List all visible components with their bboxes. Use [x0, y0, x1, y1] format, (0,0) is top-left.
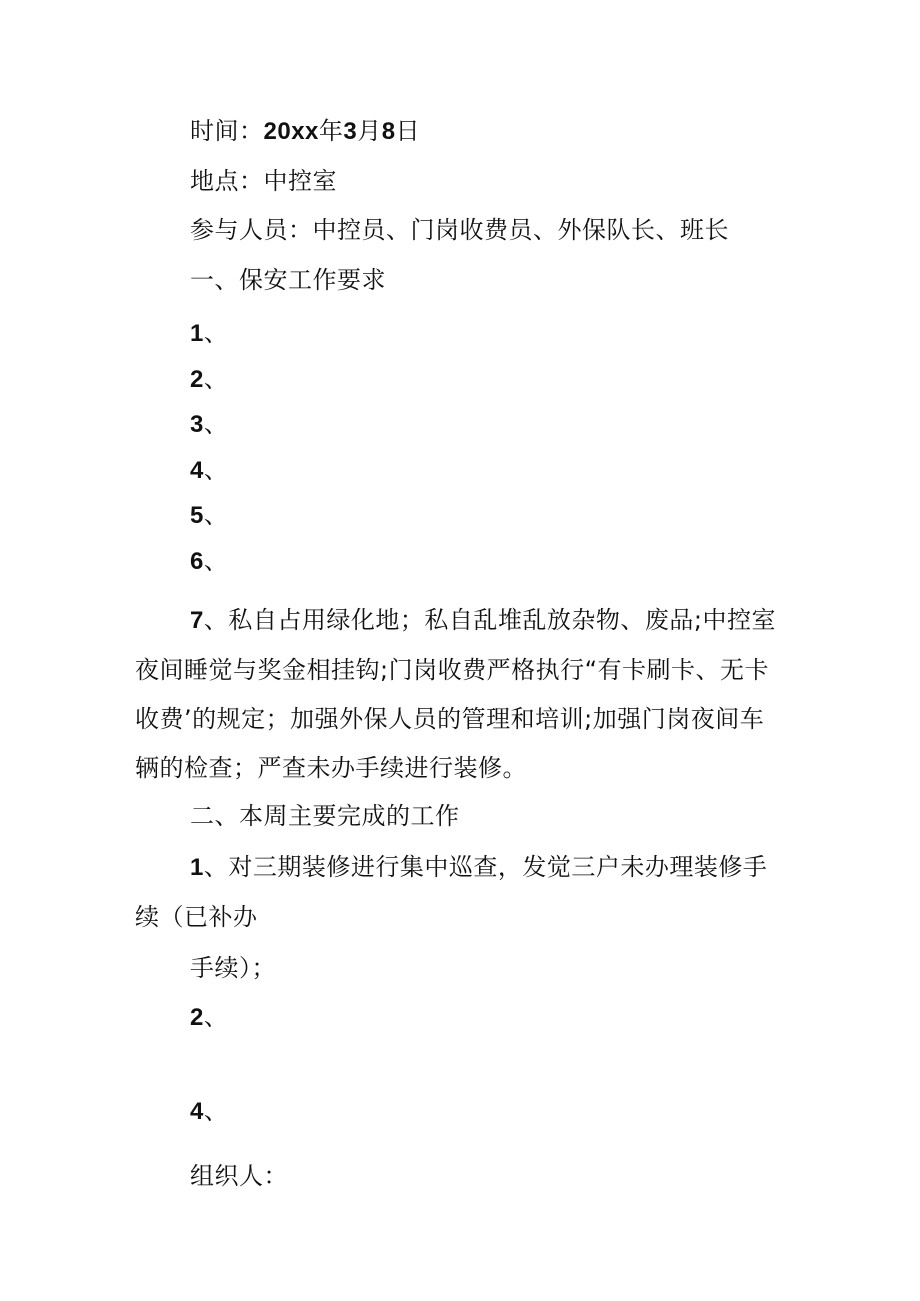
item-separator: 、: [203, 456, 229, 484]
section1-item-7-line3: 收费’的规定；加强外保人员的管理和培训;加强门岗夜间车: [135, 705, 765, 733]
item-number: 3: [190, 411, 204, 438]
item-separator: 、: [203, 501, 229, 529]
meeting-place: 地点：中控室: [190, 167, 337, 195]
section1-item-5: [190, 500, 228, 531]
section1-item-4: [190, 455, 228, 486]
time-month: 3: [343, 118, 358, 145]
item-separator: 、: [203, 547, 229, 575]
item-number: 7: [190, 607, 204, 634]
item-number: 2: [190, 366, 204, 393]
item-text: 、私自占用绿化地；私自乱堆乱放杂物、废品;中控室: [203, 606, 776, 634]
time-year-unit: 年: [318, 117, 344, 145]
section1-item-2: [190, 364, 228, 395]
item-text: 、对三期装修进行集中巡查，发觉三户未办理装修手: [203, 853, 768, 881]
item-number: 6: [190, 548, 204, 575]
item-number: 4: [190, 1098, 204, 1125]
item-separator: 、: [203, 410, 229, 438]
item-separator: 、: [203, 1003, 229, 1031]
time-year: 20xx: [263, 118, 319, 145]
section2-item-2: [190, 1002, 228, 1033]
item-separator: 、: [203, 319, 229, 347]
meeting-participants: 参与人员：中控员、门岗收费员、外保队长、班长: [190, 216, 729, 244]
time-month-unit: 月: [357, 117, 382, 145]
organizer-label: 组织人：: [190, 1162, 288, 1190]
section1-item-6: [190, 546, 228, 577]
section1-item-7-line1: [190, 605, 776, 636]
item-number: 5: [190, 502, 204, 529]
section2-item-1-line1: [190, 852, 767, 883]
time-label: 时间：: [190, 117, 264, 145]
item-number: 1: [190, 854, 204, 881]
item-number: 4: [190, 457, 204, 484]
item-separator: 、: [203, 365, 229, 393]
item-separator: 、: [203, 1097, 229, 1125]
section2-item-4: [190, 1096, 228, 1127]
time-day-unit: 日: [395, 117, 421, 145]
section2-heading: 二、本周主要完成的工作: [190, 802, 460, 830]
section1-item-3: [190, 409, 228, 440]
section1-heading: 一、保安工作要求: [190, 266, 386, 294]
section1-item-1: [190, 318, 228, 349]
meeting-time: [190, 116, 420, 147]
section1-item-7-line2: 夜间睡觉与奖金相挂钩;门岗收费严格执行“有卡刷卡、无卡: [135, 656, 770, 684]
item-number: 1: [190, 320, 204, 347]
section1-item-7-line4: 辆的检查；严查未办手续进行装修。: [135, 754, 527, 782]
time-day: 8: [381, 118, 396, 145]
item-number: 2: [190, 1004, 204, 1031]
section2-item-1-line3: 手续）；: [190, 954, 276, 982]
section2-item-1-line2: 续（已补办: [135, 903, 258, 931]
